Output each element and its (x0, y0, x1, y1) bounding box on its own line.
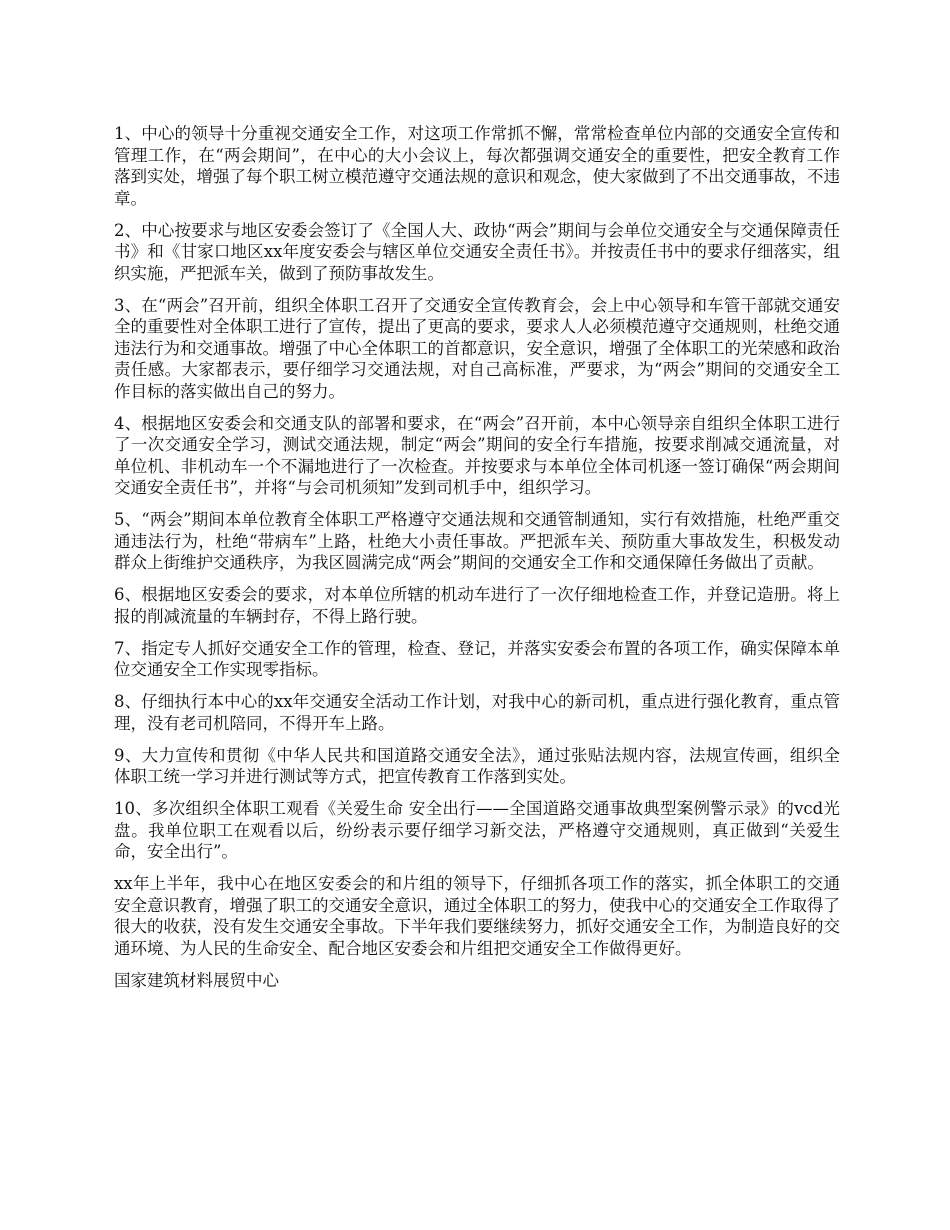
paragraph-item-6: 6、根据地区安委会的要求，对本单位所辖的机动车进行了一次仔细地检查工作，并登记造册。将上报的削减流量的车辆封存，不得上路行驶。 (114, 585, 840, 626)
paragraph-item-1: 1、中心的领导十分重视交通安全工作，对这项工作常抓不懈，常常检查单位内部的交通安全宣传和管理工作，在“两会期间”，在中心的大小会议上，每次都强调交通安全的重要性，把安全教育工作落到实处，增强了每个职工树立模范遵守交通法规的意识和观念，使大家做到了不出交通事故，不违章。 (114, 124, 840, 208)
summary-paragraph: xx年上半年，我中心在地区安委会的和片组的领导下，仔细抓各项工作的落实，抓全体职工的交通安全意识教育，增强了职工的交通安全意识，通过全体职工的努力，使我中心的交通安全工作取得了很大的收获，没有发生交通安全事故。下半年我们要继续努力，抓好交通安全工作，为制造良好的交通环境、为人民的生命安全、配合地区安委会和片组把交通安全工作做得更好。 (114, 874, 840, 958)
paragraph-item-7: 7、指定专人抓好交通安全工作的管理，检查、登记，并落实安委会布置的各项工作，确实保障本单位交通安全工作实现零指标。 (114, 638, 840, 679)
paragraph-item-9: 9、大力宣传和贯彻《中华人民共和国道路交通安全法》，通过张贴法规内容，法规宣传画，组织全体职工统一学习并进行测试等方式，把宣传教育工作落到实处。 (114, 745, 840, 786)
signature-line: 国家建筑材料展贸中心 (114, 970, 279, 990)
paragraph-item-3: 3、在“两会”召开前，组织全体职工召开了交通安全宣传教育会，会上中心领导和车管干部就交通安全的重要性对全体职工进行了宣传，提出了更高的要求，要求人人必须模范遵守交通规则，杜绝交通违法行为和交通事故。增强了中心全体职工的首都意识，安全意识，增强了全体职工的光荣感和政治责任感。大家都表示，要仔细学习交通法规，对自己高标准，严要求，为“两会”期间的交通安全工作目标的落实做出自己的努力。 (114, 295, 840, 401)
paragraph-item-4: 4、根据地区安委会和交通支队的部署和要求，在“两会”召开前，本中心领导亲自组织全体职工进行了一次交通安全学习，测试交通法规，制定“两会”期间的安全行车措施，按要求削减交通流量，对单位机、非机动车一个不漏地进行了一次检查。并按要求与本单位全体司机逐一签订确保“两会期间交通安全责任书”，并将“与会司机须知”发到司机手中，组织学习。 (114, 413, 840, 497)
paragraph-item-2: 2、中心按要求与地区安委会签订了《全国人大、政协“两会”期间与会单位交通安全与交通保障责任书》和《甘家口地区xx年度安委会与辖区单位交通安全责任书》。并按责任书中的要求仔细落实，组织实施，严把派车关，做到了预防事故发生。 (114, 220, 840, 283)
paragraph-item-10: 10、多次组织全体职工观看《关爱生命 安全出行——全国道路交通事故典型案例警示录》的vcd光盘。我单位职工在观看以后，纷纷表示要仔细学习新交法，严格遵守交通规则，真正做到“关爱生命，安全出行”。 (114, 799, 840, 861)
paragraph-item-8: 8、仔细执行本中心的xx年交通安全活动工作计划，对我中心的新司机，重点进行强化教育，重点管理，没有老司机陪同，不得开车上路。 (114, 692, 840, 733)
paragraph-item-5: 5、“两会”期间本单位教育全体职工严格遵守交通法规和交通管制通知，实行有效措施，杜绝严重交通违法行为，杜绝“带病车”上路，杜绝大小责任事故。严把派车关、预防重大事故发生，积极发动群众上街维护交通秩序，为我区圆满完成“两会”期间的交通安全工作和交通保障任务做出了贡献。 (114, 510, 840, 572)
document-body (114, 123, 840, 991)
